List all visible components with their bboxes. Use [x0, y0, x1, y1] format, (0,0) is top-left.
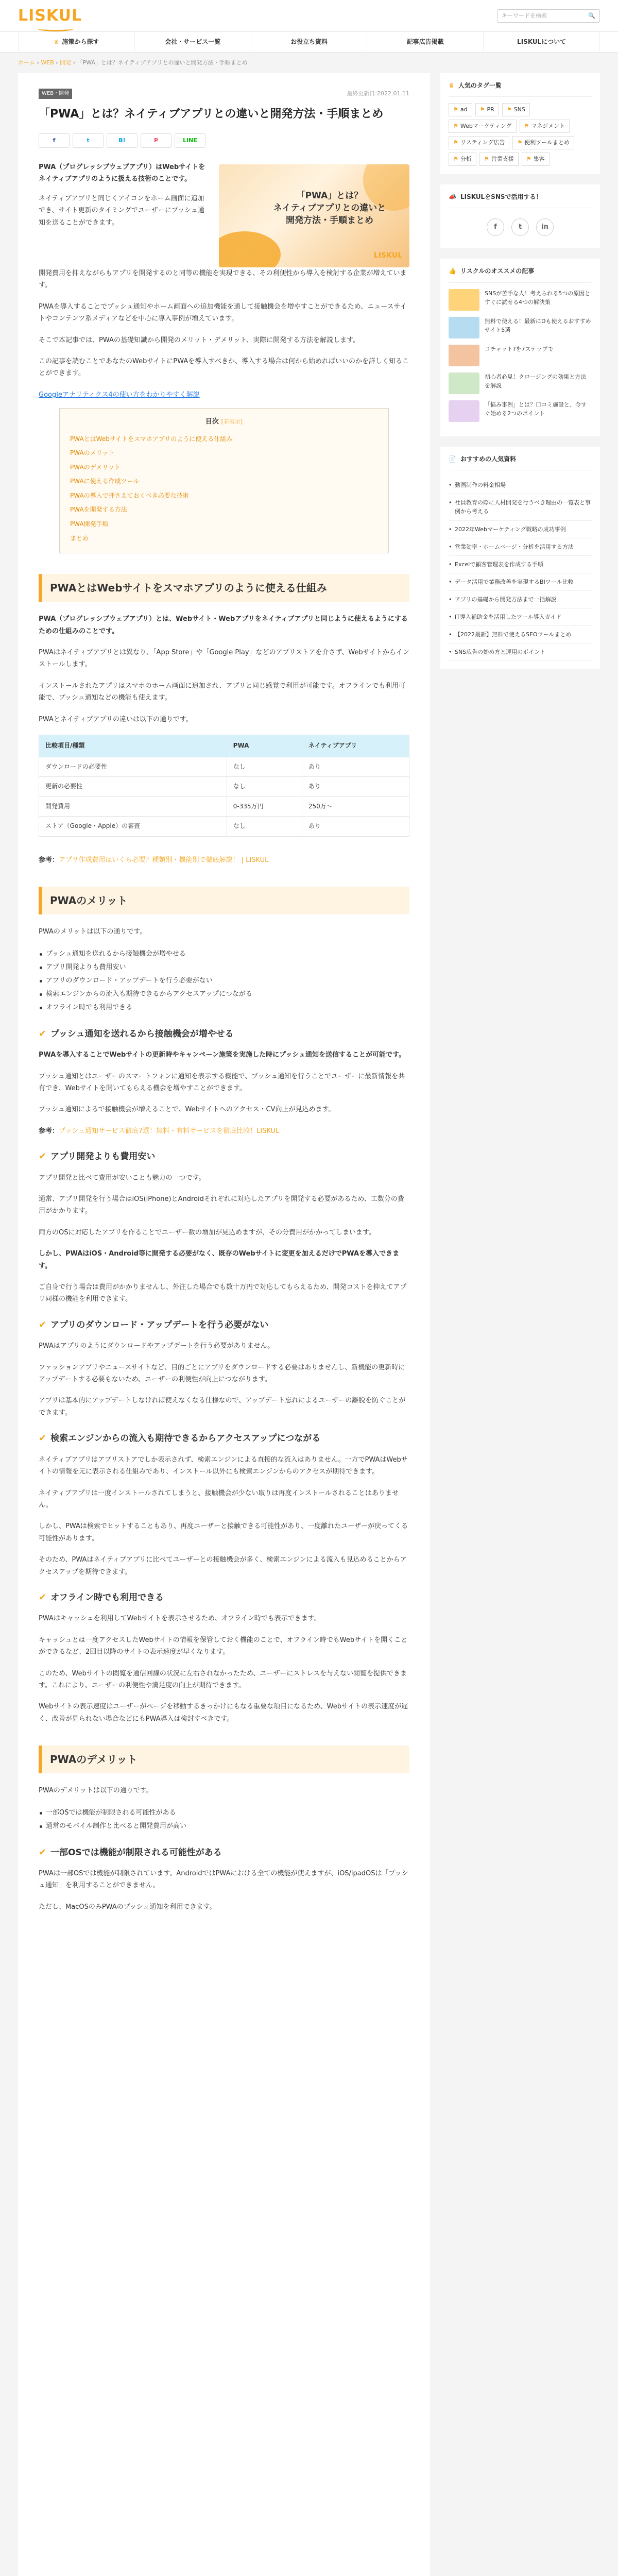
toc-toggle[interactable]: [非表示]: [221, 418, 243, 426]
tag-chip[interactable]: ⚑ 便利ツールまとめ: [512, 136, 574, 149]
toc-item[interactable]: PWAを開発する方法: [70, 506, 127, 514]
body-paragraph: 通常、アプリ開発を行う場合はiOS(iPhone)とAndroidそれぞれに対応したアプリを開発する必要があるため、工数分の費用がかかります。: [39, 1195, 404, 1215]
breadcrumb: ホーム › WEB › 開発 › 「PWA」とは？ネイティブアプリとの違いと開発方法・手順まとめ: [18, 59, 248, 66]
document-link[interactable]: • IT導入補助金を活用したツール導入ガイド: [449, 608, 592, 626]
share-buttons: [39, 133, 409, 148]
body-paragraph: PWAはネイティブアプリとは異なり、「App Store」や「Google Play」などのアプリストアを介さず、Webサイトからインストールします。: [39, 649, 409, 669]
section-heading: PWAのメリット: [39, 887, 409, 914]
toc-item[interactable]: まとめ: [70, 534, 89, 542]
list-item: プッシュ通知を送れるから接触機会が増やせる: [39, 947, 409, 961]
body-paragraph: PWAはキャッシュを利用してWebサイトを表示させるため、オフライン時でも表示できます。: [39, 1615, 321, 1623]
body-paragraph: インストールされたアプリはスマホのホーム画面に追加され、アプリと同じ感覚で利用が可能です。オフラインでも利用可能で、プッシュ通知などの機能も使えます。: [39, 682, 406, 702]
body-paragraph: ご自身で行う場合は費用がかかりませんし、外注した場合でも数十万円で対応してもらえるため、開発コストを抑えてアプリ同様の機能を利用できます。: [39, 1283, 407, 1303]
table-header: PWA: [227, 735, 302, 757]
body-paragraph: PWA（プログレッシブウェブアプリ）とは、Webサイト・Webアプリをネイティブアプリと同じように使えるようにするための仕組みのことです。: [39, 615, 408, 635]
intro-paragraph: 開発費用を抑えながらもアプリを開発するのと同等の機能を実現できる、その利便性から導入を検討する企業が増えています。: [39, 269, 407, 290]
eyecatch-logo: LISKUL: [373, 251, 402, 260]
tag-chip[interactable]: ⚑ 集客: [522, 152, 550, 166]
tags-widget: ♛ 人気のタグ一覧 ⚑ ad ⚑ PR ⚑ SNS ⚑ Webマーケティング ⚑ マネジメント ⚑ リスティング広告 ⚑ 便利ツールまとめ ⚑ 分析 ⚑ 営業支援 ⚑ 集客: [440, 73, 600, 174]
article-main: [18, 73, 430, 2576]
tag-chip[interactable]: ⚑ 分析: [449, 152, 476, 166]
toc-item[interactable]: PWAの導入で押さえておくべき必要な技術: [70, 492, 189, 499]
check-icon: ✔: [39, 1028, 47, 1039]
search-icon[interactable]: 🔍: [588, 12, 595, 20]
thumbs-up-icon: 👍: [449, 267, 456, 275]
facebook-follow-icon[interactable]: f: [487, 218, 504, 236]
subsection-heading: ✔ 一部OSでは機能が制限される可能性がある: [39, 1846, 222, 1858]
eyecatch-image: [219, 164, 409, 267]
table-row: ダウンロードの必要性 なし あり: [39, 757, 409, 777]
document-link[interactable]: • 【2022最新】無料で使えるSEOツールまとめ: [449, 626, 592, 643]
tag-chip[interactable]: ⚑ SNS: [502, 103, 530, 116]
popular-documents-widget: 📄 おすすめの人気資料 • 動画制作の料金相場 • 社員教育の際に人材開発を行うべき理由の一覧表と事例から考える • 2022年Webマーケティング戦略の成功事例 • 営業効率・ホームページ・分析を活用する方法 • Excelで顧客管理表を作成する手順 • データ活用で業務改善を実現するBIツール比較 • アプリの基礎から開発方法まで一括解説 • IT導入補助金を活用したツール導入ガイド • 【2022最新】無料で使えるSEOツールまとめ • SNS広告の始め方と運用のポイント: [440, 447, 600, 669]
updated-date: 最終更新日:2022.01.11: [347, 90, 409, 97]
tag-icon: ⚑: [479, 106, 485, 113]
document-link[interactable]: • SNS広告の始め方と運用のポイント: [449, 643, 592, 661]
toc-item[interactable]: PWAに使える作成ツール: [70, 478, 140, 485]
table-header: 比較項目/種類: [39, 735, 227, 757]
article-thumbnail: [449, 372, 479, 394]
subsection-heading: ✔ プッシュ通知を送れるから接触機会が増やせる: [39, 1028, 234, 1039]
eyecatch-title: 「PWA」とは？ ネイティブアプリとの違いと 開発方法・手順まとめ: [273, 190, 386, 226]
tag-icon: ⚑: [453, 155, 458, 162]
related-article-link[interactable]: Googleアナリティクス4の使い方をわかりやすく解説: [39, 391, 200, 399]
check-icon: ✔: [39, 1151, 47, 1162]
merit-list: [39, 947, 409, 1014]
body-paragraph: PWAは一部OSでは機能が制限されています。AndroidではPWAにおける全ての機能が使えますが、iOS/ipadOSは「プッシュ通知」を利用することができません。: [39, 1870, 408, 1890]
comparison-table: [39, 735, 409, 837]
search-input[interactable]: キーワードを検索 🔍: [497, 9, 600, 23]
table-row: 更新の必要性 なし あり: [39, 777, 409, 797]
body-paragraph: PWAのデメリットは以下の通りです。: [39, 1787, 153, 1795]
section-heading: PWAのデメリット: [39, 1745, 409, 1773]
table-of-contents: [59, 408, 389, 553]
body-paragraph: しかし、PWAはiOS・Android等に開発する必要がなく、既存のWebサイトに変更を加えるだけでPWAを導入できます。: [39, 1250, 400, 1270]
body-paragraph: プッシュ通知によるで接触機会が増えることで、Webサイトへのアクセス・CV向上が見込めます。: [39, 1106, 335, 1114]
demerit-list: [39, 1806, 409, 1833]
body-paragraph: PWAはアプリのようにダウンロードやアップデートを行う必要がありません。: [39, 1342, 274, 1350]
list-item: オフライン時でも利用できる: [39, 1001, 409, 1014]
crown-icon: ♛: [54, 39, 59, 46]
recommended-article[interactable]: コチャット?を7ステップで: [449, 345, 592, 366]
body-paragraph: ネイティブアプリは一度インストールされてしまうと、接触機会が少ない取りは再度インストールされることはありません。: [39, 1489, 399, 1509]
list-item: 通常のモバイル制作と比べると開発費用が高い: [39, 1820, 409, 1833]
recommended-article[interactable]: 無料で使える！最新にDも使えるおすすめサイト5選: [449, 317, 592, 338]
breadcrumb-current: 「PWA」とは？ネイティブアプリとの違いと開発方法・手順まとめ: [77, 59, 248, 66]
reference-link[interactable]: アプリ作成費用はいくら必要？種類別・機能別で徹底解説！ | LISKUL: [59, 856, 269, 864]
sidebar: [440, 73, 600, 2576]
tag-icon: ⚑: [484, 155, 489, 162]
body-paragraph: ただし、MacOSのみPWAのプッシュ通知を利用できます。: [39, 1903, 216, 1911]
body-paragraph: Webサイトの表示速度はユーザーがページを移動するきっかけにもなる重要な項目になるため、Webサイトの表示速度が遅く、改善が見られない場合などにもPWA導入は検討すべきです。: [39, 1703, 408, 1723]
tag-icon: ⚑: [526, 155, 531, 162]
subsection-heading: ✔ オフライン時でも利用できる: [39, 1591, 164, 1603]
share-pocket-button[interactable]: P: [141, 133, 171, 148]
toc-item[interactable]: PWAのメリット: [70, 449, 115, 457]
article-thumbnail: [449, 400, 479, 422]
list-item: 一部OSでは機能が制限される可能性がある: [39, 1806, 409, 1820]
share-hatena-button[interactable]: B!: [107, 133, 138, 148]
body-paragraph: キャッシュとは一度アクセスしたWebサイトの情報を保管しておく機能のことで、オフライン時でもWebサイトを開くことができるなど、2回目以降のサイトの表示速度が早くなります。: [39, 1636, 408, 1656]
recommended-article[interactable]: 初心者必見！クロージングの効果と方法を解説: [449, 372, 592, 394]
document-link[interactable]: • アプリの基礎から開発方法まで一括解説: [449, 591, 592, 608]
reference-line: 参考：アプリ作成費用はいくら必要？種類別・機能別で徹底解説！ | LISKUL: [39, 856, 269, 864]
logo-smile-decoration: [38, 26, 74, 31]
body-paragraph: PWAとネイティブアプリの違いは以下の通りです。: [39, 715, 193, 723]
body-paragraph: このため、Webサイトの閲覧を通信回線の状況に左右されなかったため、ユーザーにストレスを与えない閲覧を提供できます。これにより、ユーザーの利便性や満足度の向上が期待できます。: [39, 1669, 407, 1689]
megaphone-icon: 📣: [449, 193, 456, 200]
body-paragraph: ファッションアプリやニュースサイトなど、目的ごとにアプリをダウンロードする必要はありませんし、新機能の更新時にアップデートする必要もないため、ユーザーの利便性が向上につながります。: [39, 1363, 405, 1384]
tag-chip[interactable]: ⚑ PR: [475, 103, 499, 116]
intro-lead: PWA（プログレッシブウェブアプリ）はWebサイトをネイティブアプリのように扱える技術のことです。: [39, 163, 205, 183]
nav-item-about[interactable]: LISKULについて: [483, 32, 600, 53]
document-icon: 📄: [449, 455, 456, 463]
document-link[interactable]: • 動画制作の料金相場: [449, 477, 592, 494]
subsection-heading: ✔ アプリのダウンロード・アップデートを行う必要がない: [39, 1319, 269, 1330]
toc-item[interactable]: PWAのデメリット: [70, 463, 121, 471]
body-paragraph: 両方のOSに対応したアプリを作ることでユーザー数の増加が見込めますが、その分費用がかかってしまいます。: [39, 1228, 375, 1236]
linkedin-follow-icon[interactable]: in: [536, 218, 554, 236]
category-badge[interactable]: WEB・開発: [39, 89, 72, 99]
check-icon: ✔: [39, 1433, 47, 1444]
recommended-articles-widget: 👍 リスクルのオススメの記事 SNSが苦手な人！考えられる5つの原因とすぐに試せる4つの解決策 無料で使える！最新にDも使えるおすすめサイト5選 コチャット?を7ステップで 初心者必見！クロージングの効果と方法を解説 「悩み事例」とは？口コミ施設と、今すぐ始める2つのポイント: [440, 259, 600, 436]
list-item: 検索エンジンからの流入も期待できるからアクセスアップにつながる: [39, 988, 409, 1001]
toc-title: 目次: [205, 418, 219, 426]
share-facebook-button[interactable]: f: [39, 133, 70, 148]
recommended-article[interactable]: SNSが苦手な人！考えられる5つの原因とすぐに試せる4つの解決策: [449, 289, 592, 311]
share-twitter-button[interactable]: t: [73, 133, 104, 148]
article-thumbnail: [449, 289, 479, 311]
sns-widget: 📣 LISKULをSNSで活用する！ f t in: [440, 184, 600, 249]
breadcrumb-dev[interactable]: 開発: [60, 59, 72, 66]
breadcrumb-web[interactable]: WEB: [41, 59, 54, 66]
list-item: アプリのダウンロード・アップデートを行う必要がない: [39, 974, 409, 988]
site-header: [0, 0, 618, 32]
breadcrumb-home[interactable]: ホーム: [18, 59, 35, 66]
intro-paragraph: PWAを導入することでプッシュ通知やホーム画面への追加機能を通して接触機会を増やすことができるため、ニュースサイトやコンテンツ系メディアなどを中心に導入事例が増えています。: [39, 302, 407, 323]
tag-icon: ⚑: [517, 139, 523, 146]
table-row: 開発費用 0-335万円 250万〜: [39, 796, 409, 817]
document-link[interactable]: • 営業効率・ホームページ・分析を活用する方法: [449, 538, 592, 556]
article-title: 「PWA」とは？ネイティブアプリとの違いと開発方法・手順まとめ: [39, 107, 384, 121]
tag-icon: ⚑: [453, 123, 458, 130]
global-nav: [0, 32, 618, 53]
body-paragraph: アプリ開発と比べて費用が安いことも魅力の一つです。: [39, 1174, 205, 1182]
check-icon: ✔: [39, 1319, 47, 1330]
article-thumbnail: [449, 317, 479, 338]
reference-link[interactable]: プッシュ通知サービス徹底7選！無料・有料サービスを徹底比較！LISKUL: [59, 1127, 280, 1135]
intro-paragraph: この記事を読むことであなたのWebサイトにPWAを導入すべきか、導入する場合は何から始めればいいのかを詳しく知ることができます。: [39, 357, 409, 378]
site-logo[interactable]: LISKUL: [18, 2, 82, 30]
document-link[interactable]: • データ活用で業務改善を実現するBIツール比較: [449, 573, 592, 591]
nav-item-documents[interactable]: お役立ち資料: [251, 32, 367, 53]
tag-chip[interactable]: ⚑ マネジメント: [520, 120, 570, 133]
recommended-article[interactable]: 「悩み事例」とは？口コミ施設と、今すぐ始める2つのポイント: [449, 400, 592, 422]
body-paragraph: アプリは基本的にアップデートしなければ使えなくなる仕様なので、アップデート忘れによるユーザーの離脱を防ぐことができます。: [39, 1397, 406, 1417]
nav-item-ads[interactable]: 記事広告掲載: [367, 32, 483, 53]
check-icon: ✔: [39, 1591, 47, 1603]
intro-paragraph: そこで本記事では、PWAの基礎知識から開発のメリット・デメリット、実際に開発する方法を解説します。: [39, 336, 360, 344]
reference-line: 参考：プッシュ通知サービス徹底7選！無料・有料サービスを徹底比較！LISKUL: [39, 1127, 280, 1135]
share-line-button[interactable]: LINE: [175, 133, 205, 148]
intro-paragraph: ネイティブアプリと同じくアイコンをホーム画面に追加でき、サイト更新のタイミングでユーザーにプッシュ通知を送ることができます。: [39, 194, 204, 227]
table-header: ネイティブアプリ: [302, 735, 409, 757]
tag-chip[interactable]: ⚑ 営業支援: [479, 152, 519, 166]
tag-icon: ⚑: [453, 139, 458, 146]
tag-chip[interactable]: ⚑ Webマーケティング: [449, 120, 517, 133]
document-link[interactable]: • 社員教育の際に人材開発を行うべき理由の一覧表と事例から考える: [449, 494, 592, 520]
list-item: アプリ開発よりも費用安い: [39, 961, 409, 974]
tag-chip[interactable]: ⚑ ad: [449, 103, 472, 116]
crown-icon: ♛: [449, 81, 454, 89]
subsection-heading: ✔ アプリ開発よりも費用安い: [39, 1151, 156, 1162]
body-paragraph: プッシュ通知とはユーザーのスマートフォンに通知を表示する機能で、プッシュ通知を行うことでユーザーに最新情報を共有でき、Webサイトを開いてもらえる機会を増やすことができます。: [39, 1072, 405, 1093]
nav-item-measures[interactable]: ♛ 施策から探す: [18, 32, 134, 53]
toc-item[interactable]: PWAとはWebサイトをスマホアプリのように使える仕組み: [70, 435, 233, 443]
section-heading: PWAとはWebサイトをスマホアプリのように使える仕組み: [39, 574, 409, 602]
body-paragraph: PWAを導入することでWebサイトの更新時やキャンペーン施策を実施した時にプッシュ通知を送信することが可能です。: [39, 1051, 405, 1059]
tag-icon: ⚑: [524, 123, 529, 130]
body-paragraph: ネイティブアプリはアプリストアでしか表示されず、検索エンジンによる直接的な流入はありません。一方でPWAはWebサイトの情報を元に表示される仕組みであり、インストール以外にも検索エンジンからのアクセスが期待できます。: [39, 1455, 408, 1476]
toc-item[interactable]: PWA開発手順: [70, 520, 109, 528]
nav-item-companies[interactable]: 会社・サービス一覧: [134, 32, 251, 53]
twitter-follow-icon[interactable]: t: [511, 218, 529, 236]
tag-chip[interactable]: ⚑ リスティング広告: [449, 136, 509, 149]
check-icon: ✔: [39, 1846, 47, 1858]
document-link[interactable]: • 2022年Webマーケティング戦略の成功事例: [449, 521, 592, 538]
body-paragraph: そのため、PWAはネイティブアプリに比べてユーザーとの接触機会が多く、検索エンジンによる流入も見込めることからアクセスアップを期待できます。: [39, 1556, 407, 1576]
tag-icon: ⚑: [453, 106, 458, 113]
document-link[interactable]: • Excelで顧客管理表を作成する手順: [449, 556, 592, 573]
table-row: ストア（Google・Apple）の審査 なし あり: [39, 817, 409, 837]
body-paragraph: しかし、PWAは検索でヒットすることもあり、再度ユーザーと接触できる可能性があり、一度離れたユーザーが戻ってくる可能性があります。: [39, 1522, 408, 1543]
subsection-heading: ✔ 検索エンジンからの流入も期待できるからアクセスアップにつながる: [39, 1433, 321, 1444]
article-thumbnail: [449, 345, 479, 366]
body-paragraph: PWAのメリットは以下の通りです。: [39, 928, 147, 936]
tag-icon: ⚑: [506, 106, 512, 113]
